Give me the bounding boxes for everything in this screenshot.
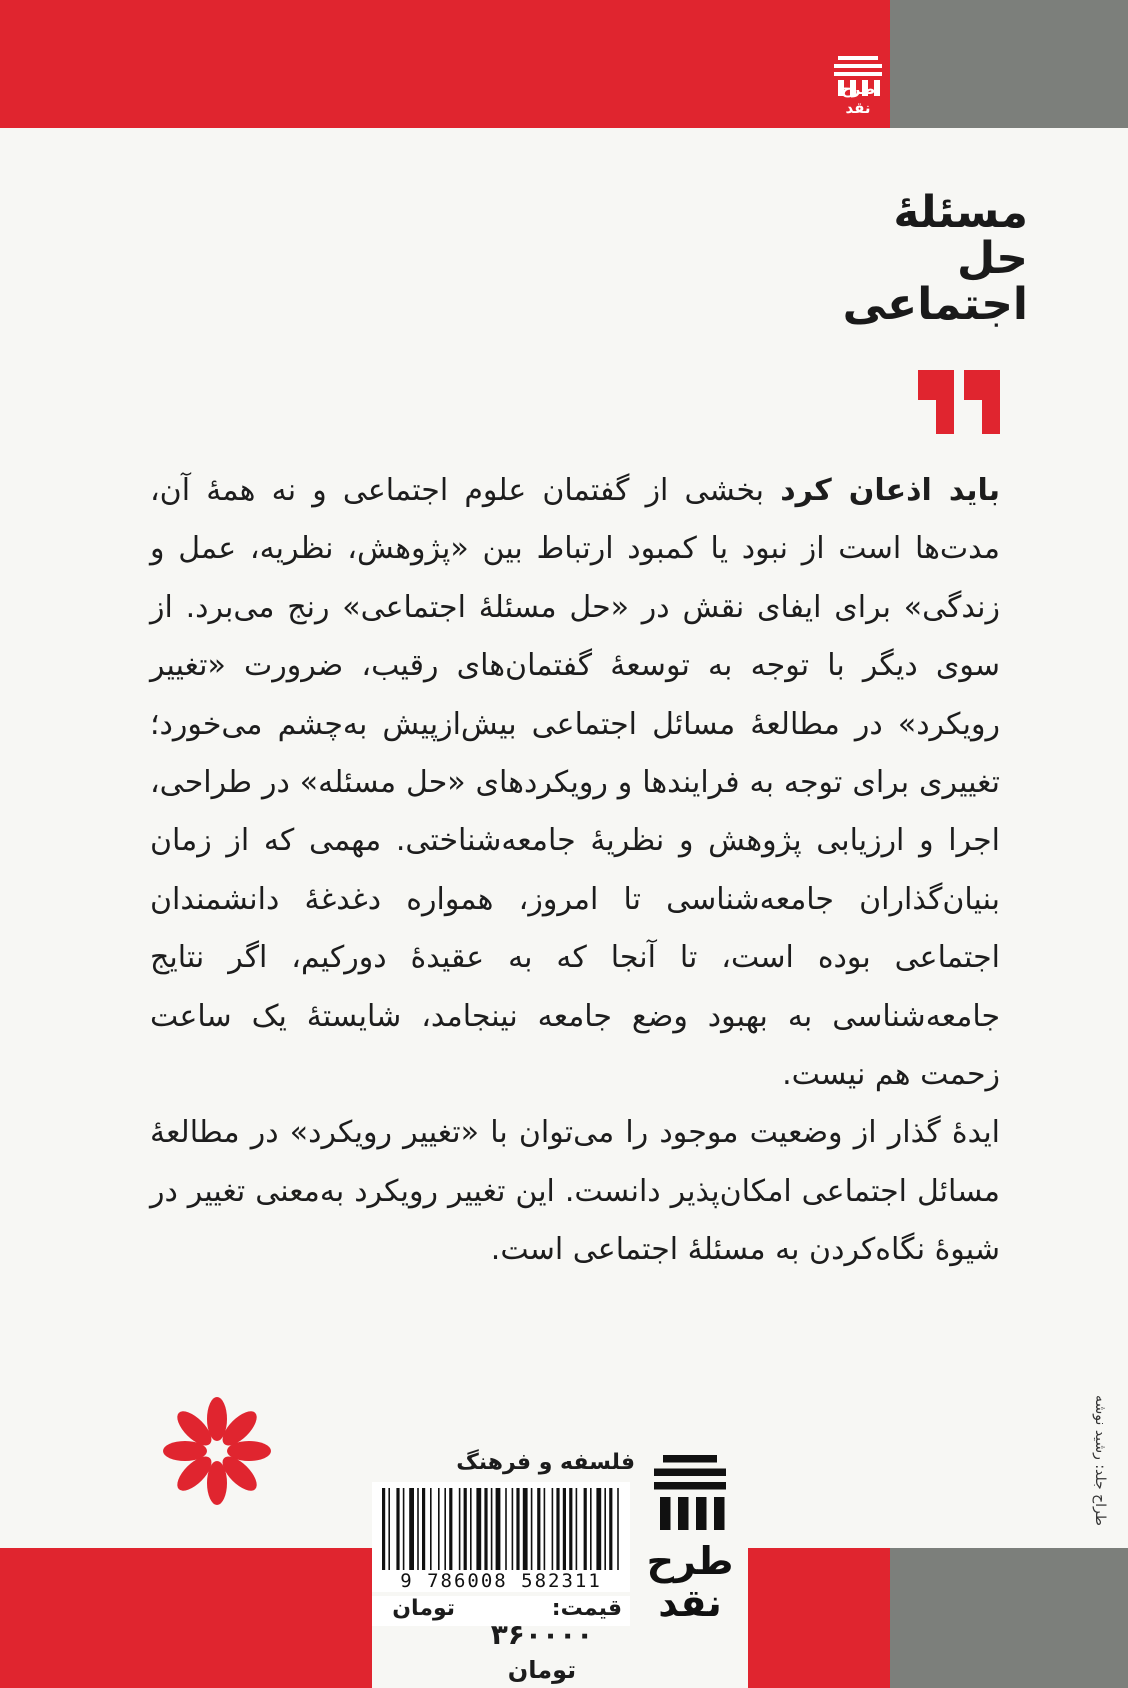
barcode-bar: [449, 1488, 452, 1570]
price-unit-inline: تومان: [392, 1596, 455, 1621]
barcode-bar: [496, 1488, 501, 1570]
price-value: ۳۶۰۰۰۰: [490, 1618, 594, 1651]
barcode-bar: [556, 1488, 559, 1570]
barcode-bar: [417, 1488, 419, 1570]
barcode-bar: [484, 1488, 487, 1570]
barcode-bar: [590, 1488, 592, 1570]
paragraph-2: ایدهٔ گذار از وضعیت موجود را می‌توان با «تغییر رویکرد» در مطالعهٔ مسائل اجتماعی امکان‌پذیر دانست. این تغییر رویکرد به‌معنی تغییر در شیوهٔ نگاه‌کردن به مسئلهٔ اجتماعی است.: [150, 1115, 1000, 1268]
barcode-bar: [491, 1488, 493, 1570]
barcode-bar: [569, 1488, 572, 1570]
top-publisher-text: طرح نقد: [840, 80, 876, 117]
top-gray-band: [890, 0, 1128, 128]
barcode-bar: [382, 1488, 385, 1570]
barcode-bar: [552, 1488, 554, 1570]
price-label: قیمت:: [551, 1596, 622, 1621]
price-unit: تومان: [507, 1656, 577, 1684]
back-cover-text: [150, 462, 1000, 1280]
flower-ornament-icon: [162, 1396, 272, 1506]
barcode-bar: [403, 1488, 405, 1570]
barcode-bar: [596, 1488, 601, 1570]
barcode-bar: [459, 1488, 461, 1570]
bottom-red-band-right: [748, 1548, 890, 1688]
quote-mark-icon: [914, 364, 1004, 438]
paragraph-1: [150, 462, 1000, 1104]
barcode-bar: [523, 1488, 528, 1570]
barcode-bar: [516, 1488, 519, 1570]
bottom-gray-band: [890, 1548, 1128, 1688]
barcode-bar: [544, 1488, 546, 1570]
paragraph-1-text: بخشی از گفتمان علوم اجتماعی و نه همهٔ آن، مدت‌ها است از نبود یا کمبود ارتباط بین «پژوهش، نظریه، عمل و زندگی» برای ایفای نقش در «حل مسئلهٔ اجتماعی» رنج می‌برد. از سوی دیگر با توجه به توسعهٔ گفتمان‌های رقیب، ضرورت «تغییر رویکرد» در مطالعهٔ مسائل اجتماعی بیش‌ازپیش به‌چشم می‌خورد؛ تغییری برای توجه به فرایندها و رویکردهای «حل مسئله» در طراحی، اجرا و ارزیابی پژوهش و نظریهٔ جامعه‌شناختی. مهمی که از زمان بنیان‌گذاران جامعه‌شناسی تا امروز، همواره دغدغهٔ دانشمندان اجتماعی بوده است، تا آنجا که به عقیدهٔ دورکیم، اگر نتایج جامعه‌شناسی به بهبود وضع جامعه نینجامد، شایستهٔ یک ساعت زحمت هم نیست.: [150, 473, 1000, 1093]
publisher-name: طرح نقد: [646, 1539, 734, 1625]
barcode-bar: [609, 1488, 612, 1570]
barcode-bar: [422, 1488, 425, 1570]
barcode-bar: [505, 1488, 507, 1570]
barcode: [372, 1482, 630, 1580]
lead-phrase: باید اذعان کرد: [780, 473, 1000, 508]
barcode-bar: [604, 1488, 606, 1570]
top-red-band: [0, 0, 890, 128]
barcode-bar: [470, 1488, 472, 1570]
publisher-logo-icon: [648, 1452, 732, 1536]
barcode-bar: [563, 1488, 566, 1570]
barcode-bar: [444, 1488, 446, 1570]
barcode-bar: [584, 1488, 587, 1570]
barcode-bar: [464, 1488, 467, 1570]
barcode-bar: [438, 1488, 440, 1570]
category-label: فلسفه و فرهنگ: [456, 1450, 635, 1475]
cover-designer-credit: طراح جلد: رشید نوشه: [1092, 1395, 1108, 1526]
barcode-bar: [576, 1488, 578, 1570]
barcode-bar: [396, 1488, 399, 1570]
barcode-bar: [388, 1488, 390, 1570]
barcode-bar: [512, 1488, 514, 1570]
barcode-bars: [372, 1482, 630, 1580]
barcode-bar: [409, 1488, 414, 1570]
bottom-red-band-left: [0, 1548, 372, 1688]
barcode-bar: [531, 1488, 533, 1570]
barcode-bar: [476, 1488, 481, 1570]
barcode-bar: [430, 1488, 432, 1570]
barcode-bar: [537, 1488, 540, 1570]
series-title: مسئلهٔ حل اجتماعی: [842, 187, 1028, 330]
isbn-number: 9 786008 582311: [372, 1570, 630, 1592]
barcode-bar: [617, 1488, 619, 1570]
